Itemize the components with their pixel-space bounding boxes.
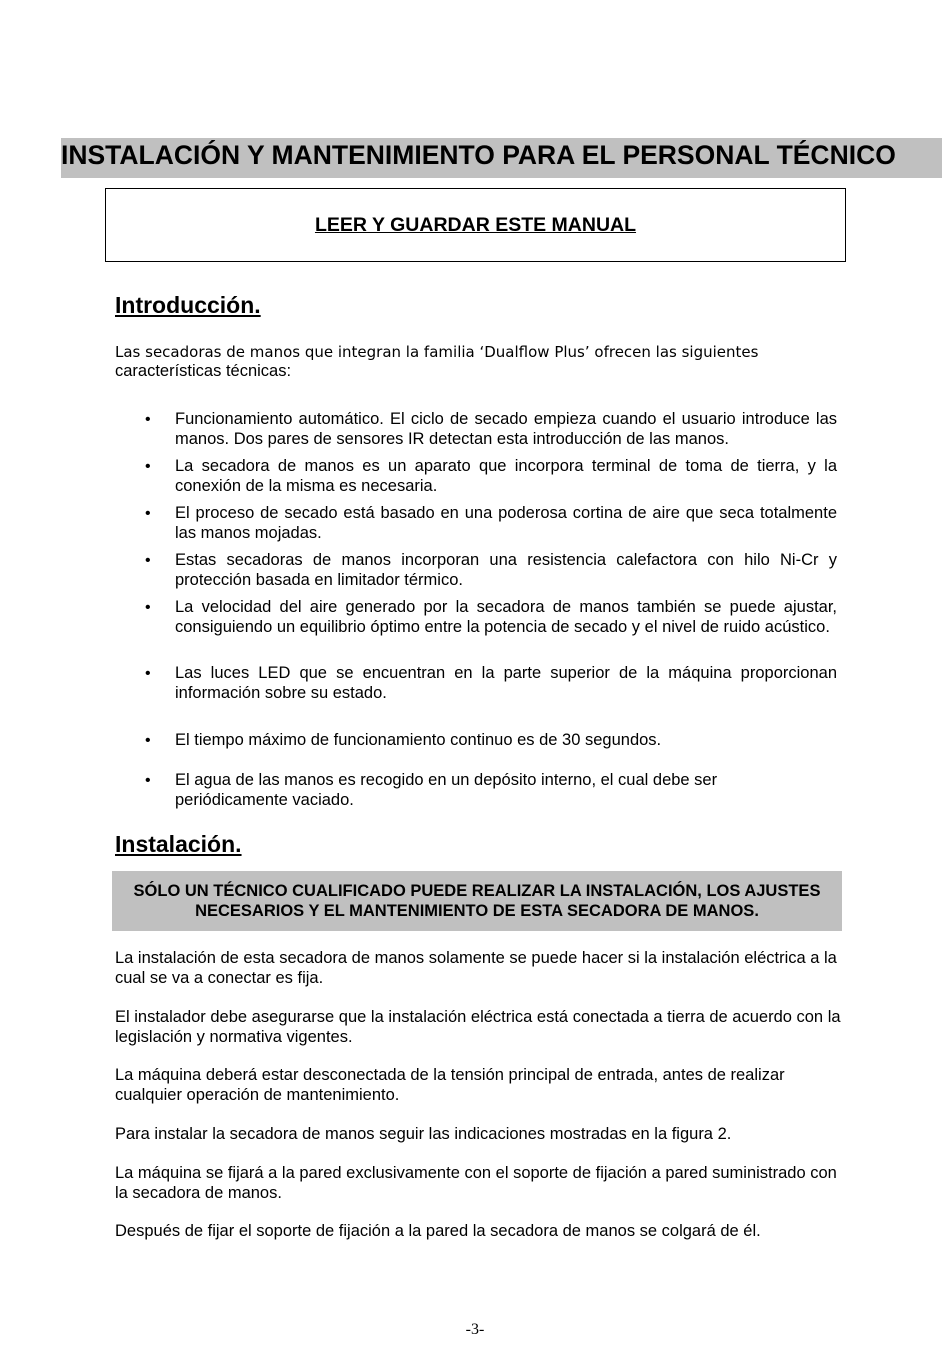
bullet-icon: •: [145, 665, 151, 682]
installation-paragraph: El instalador debe asegurarse que la instalación eléctrica está conectada a tierra de acuerdo con la legislación y normativa vigentes.: [115, 1008, 841, 1046]
page-number: -3-: [465, 1321, 485, 1338]
list-item: [145, 410, 837, 449]
list-item-text: Estas secadoras de manos incorporan una resistencia calefactora con hilo Ni-Cr y protección basada en limitador térmico.: [175, 551, 837, 589]
bullet-icon: •: [145, 732, 151, 749]
installation-paragraph: La máquina deberá estar desconectada de la tensión principal de entrada, antes de realizar cualquier operación de mantenimiento.: [115, 1066, 785, 1104]
bullet-icon: •: [145, 411, 151, 428]
bullet-icon: •: [145, 599, 151, 616]
installation-paragraph: Después de fijar el soporte de fijación a la pared la secadora de manos se colgará de él.: [115, 1222, 761, 1240]
bullet-icon: •: [145, 552, 151, 569]
page-title: INSTALACIÓN Y MANTENIMIENTO PARA EL PERSONAL TÉCNICO: [61, 140, 896, 170]
bullet-icon: •: [145, 505, 151, 522]
list-item: [145, 664, 837, 703]
list-item-text: Las luces LED que se encuentran en la parte superior de la máquina proporcionan información sobre su estado.: [175, 664, 837, 702]
installation-paragraph: Para instalar la secadora de manos seguir las indicaciones mostradas en la figura 2.: [115, 1125, 732, 1143]
installation-paragraph: La máquina se fijará a la pared exclusivamente con el soporte de fijación a pared suministrado con la secadora de manos.: [115, 1164, 837, 1202]
list-item-text: Funcionamiento automático. El ciclo de secado empieza cuando el usuario introduce las manos. Dos pares de sensores IR detectan esta introducción de las manos.: [175, 410, 837, 448]
list-item: [145, 598, 837, 637]
list-item: [145, 457, 837, 496]
warning-banner: [112, 871, 842, 931]
list-item: [145, 551, 837, 590]
installation-paragraph: La instalación de esta secadora de manos solamente se puede hacer si la instalación eléctrica a la cual se va a conectar es fija.: [115, 949, 837, 987]
list-item: [145, 731, 837, 751]
list-item-text: El proceso de secado está basado en una poderosa cortina de aire que seca totalmente las manos mojadas.: [175, 504, 837, 542]
list-item: [145, 504, 837, 543]
manual-notice-box: [105, 188, 846, 262]
list-item-text: El agua de las manos es recogido en un depósito interno, el cual debe ser periódicamente vaciado.: [175, 771, 718, 809]
manual-notice-text: LEER Y GUARDAR ESTE MANUAL: [314, 214, 637, 236]
introduction-heading: Introducción.: [115, 292, 261, 318]
bullet-icon: •: [145, 458, 151, 475]
introduction-text: [115, 343, 845, 381]
introduction-text-line2: características técnicas:: [115, 362, 292, 380]
warning-text: SÓLO UN TÉCNICO CUALIFICADO PUEDE REALIZAR LA INSTALACIÓN, LOS AJUSTES NECESARIOS Y EL MANTENIMIENTO DE ESTA SECADORA DE MANOS.: [133, 882, 821, 920]
installation-heading: Instalación.: [115, 831, 242, 857]
introduction-text-line1: Las secadoras de manos que integran la familia ‘Dualflow Plus’ ofrecen las siguientes: [115, 343, 759, 361]
list-item: [145, 771, 775, 810]
list-item-text: El tiempo máximo de funcionamiento continuo es de 30 segundos.: [175, 731, 662, 749]
list-item-text: La secadora de manos es un aparato que incorpora terminal de toma de tierra, y la conexión de la misma es necesaria.: [175, 457, 837, 495]
bullet-icon: •: [145, 772, 151, 789]
list-item-text: La velocidad del aire generado por la secadora de manos también se puede ajustar, consiguiendo un equilibrio óptimo entre la potencia de secado y el nivel de ruido acústico.: [175, 598, 837, 636]
